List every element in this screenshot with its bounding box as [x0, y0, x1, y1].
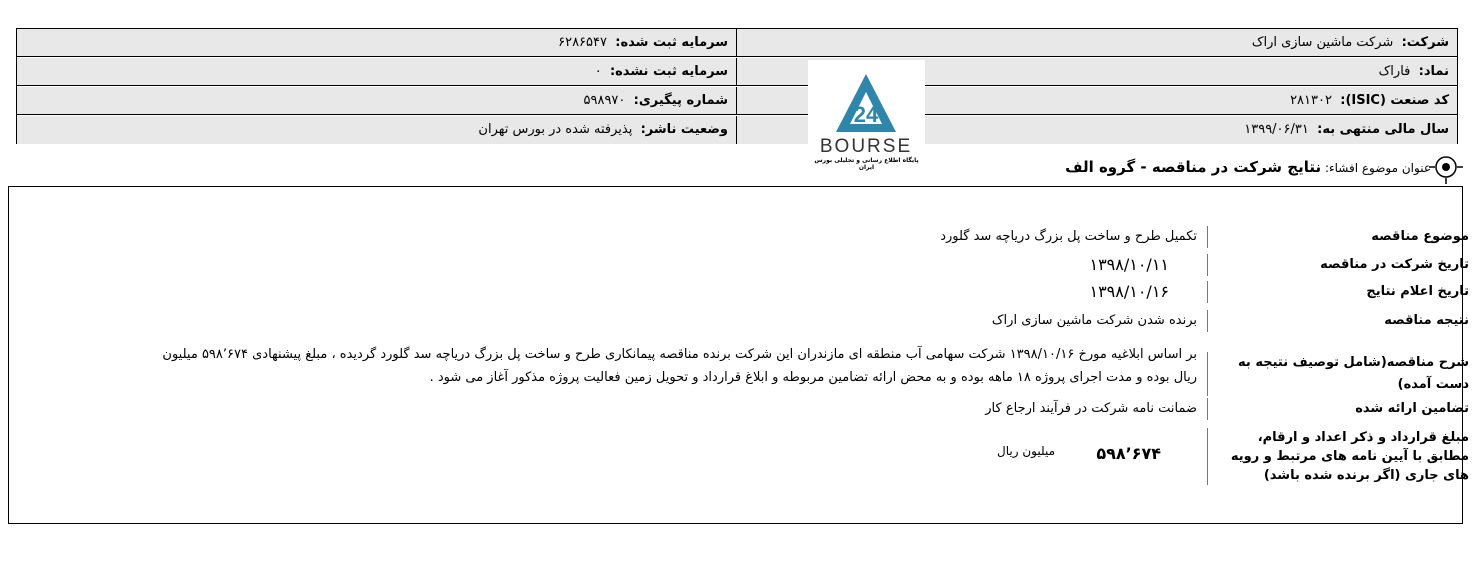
- symbol-value: فاراک: [1378, 64, 1411, 79]
- field-value: بر اساس ابلاغیه مورخ ۱۳۹۸/۱۰/۱۶ شرکت سهامی آب منطقه ای مازندران این شرکت برنده مناقصه پیمانکاری طرح و ساخت پل بزرگ دریاچه سد گلورد گردیده ، مبلغ پیشنهادی ۵۹۸٬۶۷۴ میلیون ریال بوده و مدت اجرای پروژه ۱۸ ماهه بوده و به محض ارائه تضامین مربوطه و ابلاغ قرارداد و تحویل زمین فعالیت پروژه مذکور آغاز می شود .: [162, 347, 1197, 385]
- tracking-number-field: شماره پیگیری: ۵۹۸۹۷۰: [583, 93, 728, 108]
- contract-amount-value: ۵۹۸٬۶۷۴: [1096, 444, 1161, 463]
- publisher-status-value: پذیرفته شده در بورس تهران: [478, 122, 633, 137]
- field-label: تاریخ شرکت در مناقصه: [1207, 254, 1469, 276]
- field-label: موضوع مناقصه: [1207, 226, 1469, 248]
- unregistered-capital-value: ۰: [594, 64, 602, 79]
- publisher-status-field: وضعیت ناشر: پذیرفته شده در بورس تهران: [478, 122, 728, 137]
- field-value: ۱۳۹۸/۱۰/۱۶: [1089, 282, 1169, 301]
- field-value: ۱۳۹۸/۱۰/۱۱: [1089, 255, 1169, 274]
- unregistered-capital-field: سرمایه ثبت نشده: ۰: [594, 64, 728, 79]
- company-value: شرکت ماشین سازی اراک: [1251, 35, 1394, 50]
- target-icon: [1429, 150, 1463, 184]
- info-row-1: [17, 29, 1457, 57]
- field-label: تاریخ اعلام نتایج: [1207, 281, 1469, 303]
- info-row-3: [17, 87, 1457, 115]
- tracking-number-value: ۵۹۸۹۷۰: [583, 93, 626, 108]
- company-field: شرکت: شرکت ماشین سازی اراک: [1251, 35, 1449, 50]
- registered-capital-field: سرمایه ثبت شده: ۶۲۸۶۵۴۷: [558, 35, 728, 50]
- fiscal-year-field: سال مالی منتهی به: ۱۳۹۹/۰۶/۳۱: [1244, 122, 1449, 137]
- company-info-table: [16, 28, 1458, 144]
- field-value: تکمیل طرح و ساخت پل بزرگ دریاچه سد گلورد: [940, 229, 1197, 244]
- field-label: تضامین ارائه شده: [1207, 398, 1469, 420]
- info-row-4: [17, 116, 1457, 144]
- logo-word: BOURSE: [819, 136, 913, 156]
- isic-value: ۲۸۱۳۰۲: [1290, 93, 1332, 108]
- field-value: برنده شدن شرکت ماشین سازی اراک: [991, 313, 1197, 328]
- bourse-logo-icon: [808, 60, 925, 156]
- field-label: مبلغ قرارداد و ذکر اعداد و ارقام، مطابق با آیین نامه های مرتبط و رویه های جاری (اگر برنده شده باشد): [1207, 428, 1469, 485]
- symbol-field: نماد: فاراک: [1378, 64, 1449, 79]
- subject-title: نتایج شرکت در مناقصه - گروه الف: [1065, 158, 1322, 176]
- fiscal-year-value: ۱۳۹۹/۰۶/۳۱: [1244, 122, 1309, 137]
- logo-number: 24: [853, 102, 879, 127]
- registered-capital-value: ۶۲۸۶۵۴۷: [558, 35, 607, 50]
- logo-tagline: پایگاه اطلاع رسانی و تحلیلی بورس ایران: [814, 157, 919, 171]
- contract-amount-unit: میلیون ریال: [997, 444, 1055, 458]
- field-value: ضمانت نامه شرکت در فرآیند ارجاع کار: [985, 401, 1197, 416]
- subject-label: عنوان موضوع افشاء:: [1324, 161, 1431, 175]
- field-label: نتیجه مناقصه: [1207, 310, 1469, 332]
- isic-field: کد صنعت (ISIC): ۲۸۱۳۰۲: [1290, 93, 1449, 108]
- disclosure-subject: [1065, 156, 1431, 178]
- bourse24-logo: [808, 60, 925, 172]
- field-label: شرح مناقصه(شامل توصیف نتیجه به دست آمده): [1207, 352, 1469, 396]
- info-row-2: [17, 58, 1457, 86]
